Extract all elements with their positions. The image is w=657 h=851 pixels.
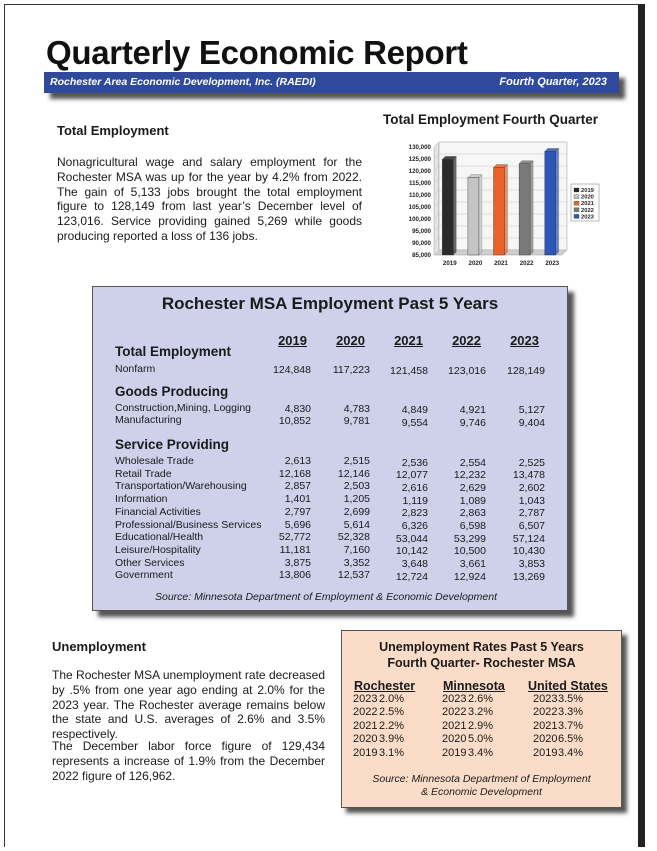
cell: 10,142 bbox=[395, 545, 428, 558]
cell: 12,077 bbox=[395, 469, 428, 482]
col-header-2021: 2021 bbox=[394, 333, 423, 348]
cell: 6,326 bbox=[401, 520, 428, 532]
cell: 2,503 bbox=[343, 480, 370, 493]
rate-year: 2021 bbox=[442, 719, 467, 732]
group-goods-producing: Goods Producing bbox=[115, 384, 229, 399]
rate-year: 2023 bbox=[353, 693, 378, 705]
cell: 121,458 bbox=[390, 365, 428, 377]
rate-value: 2.2% bbox=[379, 719, 405, 732]
y-tick-label: 85,000 bbox=[412, 252, 431, 259]
cell: 5,614 bbox=[343, 518, 370, 531]
unemployment-heading: Unemployment bbox=[52, 639, 146, 654]
unemployment-paragraph-2: The December labor force figure of 129,434 represents a increase of 1.9% from the December 2022 figure of 126,962. bbox=[52, 739, 325, 783]
col-header-2022: 2022 bbox=[452, 333, 481, 348]
rate-year: 2023 bbox=[533, 693, 558, 705]
cell: 3,352 bbox=[343, 556, 370, 569]
cell: 9,554 bbox=[401, 417, 428, 429]
cell: 3,661 bbox=[459, 558, 486, 571]
cell: 2,787 bbox=[518, 507, 545, 520]
cell: 2,863 bbox=[459, 507, 486, 520]
banner-org: Rochester Area Economic Development, Inc. (RAEDI) bbox=[50, 76, 316, 88]
cell: 2,525 bbox=[518, 456, 545, 469]
x-tick-label: 2022 bbox=[519, 260, 534, 267]
cell: 3,853 bbox=[518, 558, 545, 571]
rates-col-united-states: United States bbox=[528, 679, 608, 693]
row-label-nonfarm: Nonfarm bbox=[115, 363, 156, 375]
legend-swatch bbox=[574, 188, 579, 192]
rate-value: 5.0% bbox=[468, 733, 494, 746]
x-tick-label: 2021 bbox=[494, 260, 508, 267]
bar-2022 bbox=[519, 164, 530, 255]
row-label: Information bbox=[115, 493, 168, 506]
row-label: Government bbox=[115, 569, 173, 582]
y-tick-label: 125,000 bbox=[408, 156, 431, 163]
cell: 3,875 bbox=[284, 556, 311, 569]
rate-value: 3.4% bbox=[468, 746, 494, 759]
y-tick-label: 100,000 bbox=[408, 216, 431, 223]
cell: 124,848 bbox=[273, 364, 311, 376]
cell: 5,127 bbox=[518, 404, 545, 416]
cell: 4,921 bbox=[459, 404, 486, 416]
rate-year: 2019 bbox=[442, 746, 467, 759]
cell: 9,781 bbox=[343, 415, 370, 427]
rate-value: 2.6% bbox=[468, 693, 494, 705]
row-label: Wholesale Trade bbox=[115, 455, 194, 467]
row-label: Transportation/Warehousing bbox=[115, 480, 247, 493]
rate-year: 2019 bbox=[533, 746, 558, 759]
rate-value: 3.4% bbox=[558, 746, 584, 759]
group-service-providing: Service Providing bbox=[115, 437, 230, 452]
legend-swatch bbox=[574, 208, 579, 212]
cell: 6,598 bbox=[459, 520, 486, 532]
rate-value: 3.5% bbox=[558, 693, 584, 705]
cell: 12,537 bbox=[337, 569, 370, 582]
cell: 1,043 bbox=[518, 494, 545, 507]
rate-year: 2020 bbox=[442, 733, 467, 746]
row-label: Financial Activities bbox=[115, 505, 201, 518]
rates-source-2: & Economic Development bbox=[421, 786, 542, 798]
msa-table-title: Rochester MSA Employment Past 5 Years bbox=[161, 294, 499, 313]
row-label: Educational/Health bbox=[115, 531, 204, 544]
cell: 52,328 bbox=[337, 531, 370, 544]
cell: 2,823 bbox=[401, 507, 428, 520]
cell: 11,181 bbox=[279, 543, 311, 556]
cell: 7,160 bbox=[343, 543, 370, 556]
rate-year: 2021 bbox=[533, 719, 558, 732]
y-tick-label: 105,000 bbox=[408, 204, 431, 211]
employment-bar-chart bbox=[370, 137, 610, 271]
cell: 53,299 bbox=[453, 532, 486, 545]
cell: 5,696 bbox=[284, 518, 311, 531]
unemployment-paragraph-1: The Rochester MSA unemployment rate decreased by .5% from one year ago ending at 2.0% for the 2023 year. The Rochester average remains below the state and U.S. averages of 2.6% and 3.5% respectively. bbox=[52, 668, 325, 742]
legend-swatch bbox=[574, 201, 579, 205]
bar-side bbox=[505, 165, 508, 255]
page-title: Quarterly Economic Report bbox=[46, 34, 468, 71]
legend-swatch bbox=[574, 214, 579, 218]
cell: 6,507 bbox=[518, 520, 545, 532]
cell: 2,515 bbox=[343, 455, 370, 467]
rate-year: 2022 bbox=[353, 706, 378, 719]
cell: 3,648 bbox=[401, 558, 428, 571]
cell: 1,401 bbox=[284, 493, 311, 506]
cell: 10,852 bbox=[278, 415, 311, 427]
cell: 2,613 bbox=[284, 455, 311, 467]
row-label: Other Services bbox=[115, 556, 185, 569]
rate-value: 2.5% bbox=[379, 706, 405, 719]
cell: 52,772 bbox=[278, 531, 311, 544]
cell: 12,168 bbox=[278, 467, 311, 480]
total-employment-heading: Total Employment bbox=[57, 123, 169, 138]
x-tick-label: 2019 bbox=[442, 260, 457, 267]
cell: 4,783 bbox=[343, 403, 370, 415]
y-tick-label: 130,000 bbox=[408, 144, 431, 151]
legend-label: 2023 bbox=[581, 214, 594, 221]
header-banner bbox=[44, 72, 619, 93]
cell: 1,205 bbox=[343, 493, 370, 506]
cell: 2,699 bbox=[343, 505, 370, 518]
rates-col-rochester: Rochester bbox=[354, 679, 416, 693]
cell: 13,806 bbox=[278, 569, 311, 582]
x-tick-label: 2023 bbox=[545, 260, 560, 267]
row-label: Retail Trade bbox=[115, 467, 172, 480]
msa-employment-table bbox=[92, 286, 568, 611]
rate-year: 2019 bbox=[353, 746, 378, 759]
cell: 2,629 bbox=[459, 481, 486, 494]
rate-value: 3.7% bbox=[558, 719, 584, 732]
total-employment-paragraph: Nonagricultural wage and salary employment for the Rochester MSA was up for the year by 4.2% from 2022. The gain of 5,133 jobs brought the total employment figure to 128,149 from last year’s December level of 123,016. Service providing gained 5,269 while goods producing reported a loss of 136 jobs. bbox=[57, 155, 362, 243]
cell: 53,044 bbox=[395, 532, 428, 545]
cell: 128,149 bbox=[507, 365, 545, 377]
rates-source-1: Source: Minnesota Department of Employment bbox=[372, 773, 591, 785]
y-tick-label: 110,000 bbox=[408, 192, 431, 199]
col-header-2020: 2020 bbox=[336, 333, 365, 348]
rate-value: 3.1% bbox=[379, 746, 405, 759]
bar-2020 bbox=[468, 178, 479, 255]
rate-year: 2023 bbox=[442, 693, 467, 705]
cell: 4,849 bbox=[401, 404, 428, 416]
bar-2023 bbox=[545, 151, 556, 255]
cell: 2,602 bbox=[518, 481, 545, 494]
cell: 10,500 bbox=[453, 545, 486, 558]
rate-year: 2020 bbox=[353, 733, 378, 746]
cell: 13,478 bbox=[512, 469, 545, 482]
cell: 9,746 bbox=[459, 417, 486, 429]
rate-value: 6.5% bbox=[558, 733, 584, 746]
rate-value: 3.3% bbox=[558, 706, 584, 719]
cell: 10,430 bbox=[512, 545, 545, 558]
cell: 2,554 bbox=[459, 456, 486, 469]
rate-year: 2022 bbox=[533, 706, 558, 719]
cell: 1,089 bbox=[459, 494, 486, 507]
cell: 123,016 bbox=[448, 365, 486, 377]
legend-swatch bbox=[574, 195, 579, 199]
bar-2021 bbox=[494, 168, 505, 255]
cell: 2,857 bbox=[284, 480, 311, 493]
chart-side-wall bbox=[434, 142, 439, 255]
row-label-manufacturing: Manufacturing bbox=[115, 414, 182, 426]
rates-title-1: Unemployment Rates Past 5 Years bbox=[379, 640, 584, 654]
cell: 2,536 bbox=[401, 456, 428, 469]
unemployment-rates-box bbox=[341, 630, 622, 808]
row-label: Professional/Business Services bbox=[115, 518, 262, 531]
rate-value: 2.0% bbox=[379, 693, 405, 705]
rate-value: 3.9% bbox=[379, 733, 405, 746]
cell: 12,232 bbox=[453, 469, 486, 482]
bar-side bbox=[479, 175, 482, 255]
cell: 117,223 bbox=[332, 364, 370, 376]
col-header-2019: 2019 bbox=[278, 333, 307, 348]
legend-label: 2019 bbox=[581, 188, 594, 194]
bar-2019 bbox=[442, 159, 453, 255]
cell: 12,146 bbox=[337, 467, 370, 480]
rates-col-minnesota: Minnesota bbox=[443, 679, 505, 693]
bar-side bbox=[453, 156, 456, 255]
rate-year: 2022 bbox=[442, 706, 467, 719]
cell: 2,797 bbox=[284, 505, 311, 518]
cell: 9,404 bbox=[518, 417, 545, 429]
cell: 4,830 bbox=[284, 403, 311, 415]
chart-title: Total Employment Fourth Quarter bbox=[383, 112, 599, 127]
row-label-construction: Construction,Mining, Logging bbox=[115, 402, 251, 414]
cell: 1,119 bbox=[402, 494, 428, 507]
rates-title-2: Fourth Quarter- Rochester MSA bbox=[387, 656, 576, 670]
cell: 57,124 bbox=[512, 532, 545, 545]
banner-period: Fourth Quarter, 2023 bbox=[499, 76, 607, 88]
bar-side bbox=[556, 148, 559, 255]
y-tick-label: 95,000 bbox=[412, 228, 431, 235]
msa-table-source: Source: Minnesota Department of Employment & Economic Development bbox=[155, 591, 497, 603]
rate-year: 2021 bbox=[353, 719, 378, 732]
cell: 13,269 bbox=[512, 570, 545, 583]
rate-year: 2020 bbox=[533, 733, 558, 746]
y-tick-label: 90,000 bbox=[412, 240, 431, 247]
rate-value: 2.9% bbox=[468, 719, 494, 732]
col-header-2023: 2023 bbox=[510, 333, 539, 348]
y-tick-label: 120,000 bbox=[408, 168, 431, 175]
rate-value: 3.2% bbox=[468, 706, 494, 719]
row-label: Leisure/Hospitality bbox=[115, 543, 201, 556]
cell: 2,616 bbox=[401, 481, 428, 494]
bar-side bbox=[530, 161, 533, 255]
legend-label: 2020 bbox=[581, 194, 594, 201]
x-tick-label: 2020 bbox=[468, 260, 483, 267]
group-total-employment: Total Employment bbox=[115, 344, 232, 359]
y-tick-label: 115,000 bbox=[408, 180, 431, 187]
cell: 12,924 bbox=[453, 570, 486, 583]
legend-label: 2021 bbox=[581, 201, 594, 208]
cell: 12,724 bbox=[395, 570, 428, 583]
legend-label: 2022 bbox=[581, 207, 594, 214]
